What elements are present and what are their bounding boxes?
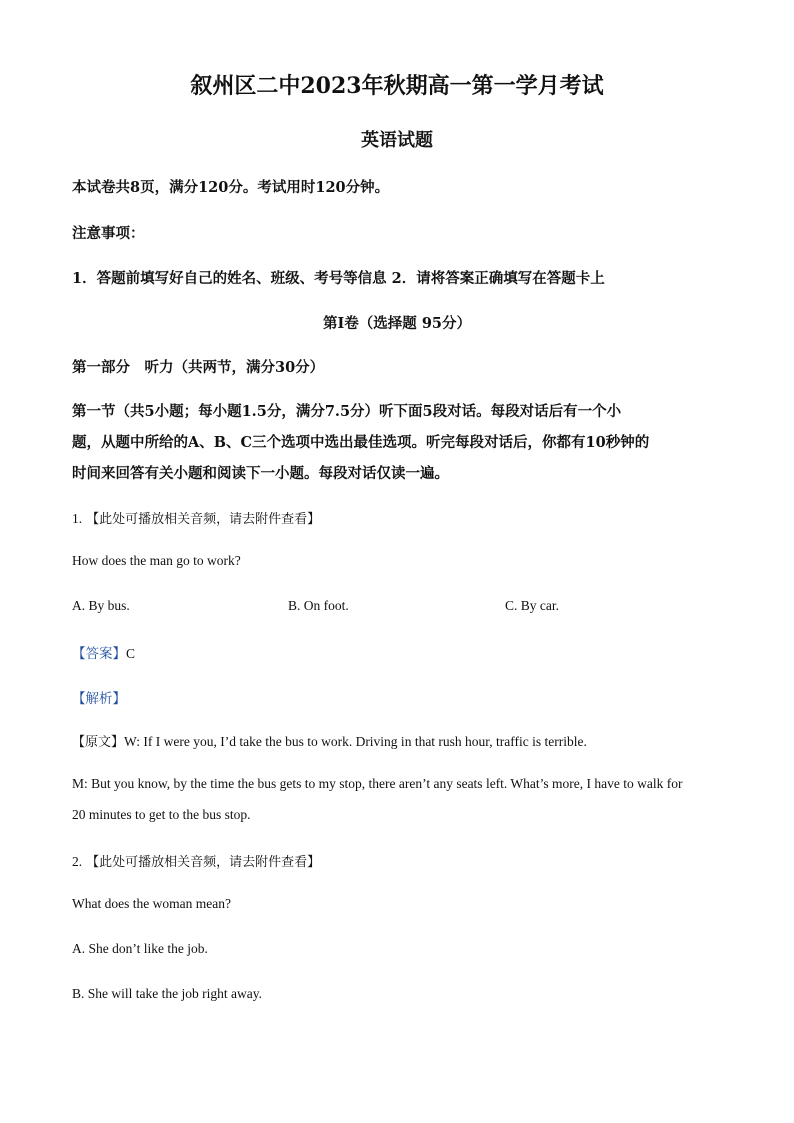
part-title: 第一部分 听力（共两节，满分30分） xyxy=(72,359,325,376)
analysis-tag: 【解析】 xyxy=(72,691,126,707)
answer-line xyxy=(72,642,135,663)
option-a[interactable]: A. She don’t like the job. xyxy=(72,941,208,956)
exam-info: 本试卷共8页，满分120分。考试用时120分钟。 xyxy=(72,179,390,196)
question-1-text: How does the man go to work? xyxy=(72,553,241,568)
audio-note[interactable]: 【此处可播放相关音频，请去附件查看】 xyxy=(86,855,321,870)
document-title: 叙州区二中2023年秋期高一第一学月考试 xyxy=(190,73,604,99)
transcript-woman: W: If I were you, I’d take the bus to work. Driving in that rush hour, traffic is terrible. xyxy=(124,734,587,749)
option-c[interactable]: C. By car. xyxy=(505,598,559,613)
volume-title: 第I卷（选择题 95分） xyxy=(322,315,471,332)
transcript-man-line-1: M: But you know, by the time the bus gets to my stop, there aren’t any seats left. What’s more, I have to walk for xyxy=(72,776,683,791)
audio-note[interactable]: 【此处可播放相关音频，请去附件查看】 xyxy=(86,512,321,527)
answer-value: C xyxy=(126,646,136,661)
option-b[interactable]: B. She will take the job right away. xyxy=(72,986,262,1001)
instructions-line: 第一节（共5小题；每小题1.5分，满分7.5分）听下面5段对话。每段对话后有一个小 xyxy=(72,403,622,420)
question-1-header xyxy=(72,508,320,528)
question-number: 1. xyxy=(72,511,83,526)
notice-item: 1．答题前填写好自己的姓名、班级、考号等信息 2．请将答案正确填写在答题卡上 xyxy=(72,270,605,287)
question-number: 2. xyxy=(72,854,83,869)
option-b[interactable]: B. On foot. xyxy=(288,598,349,613)
transcript-line xyxy=(72,731,587,751)
answer-tag: 【答案】 xyxy=(72,646,126,662)
question-2-header xyxy=(72,851,320,871)
instructions-line: 题，从题中所给的A、B、C三个选项中选出最佳选项。听完每段对话后，你都有10秒钟的 xyxy=(72,434,650,451)
option-a[interactable]: A. By bus. xyxy=(72,598,130,613)
notice-heading: 注意事项： xyxy=(72,225,145,242)
transcript-tag: 【原文】 xyxy=(72,735,125,750)
instructions-line: 时间来回答有关小题和阅读下一小题。每段对话仅读一遍。 xyxy=(72,465,449,482)
question-2-text: What does the woman mean? xyxy=(72,896,231,911)
transcript-man-line-2: 20 minutes to get to the bus stop. xyxy=(72,807,251,822)
document-subtitle: 英语试题 xyxy=(361,130,433,151)
